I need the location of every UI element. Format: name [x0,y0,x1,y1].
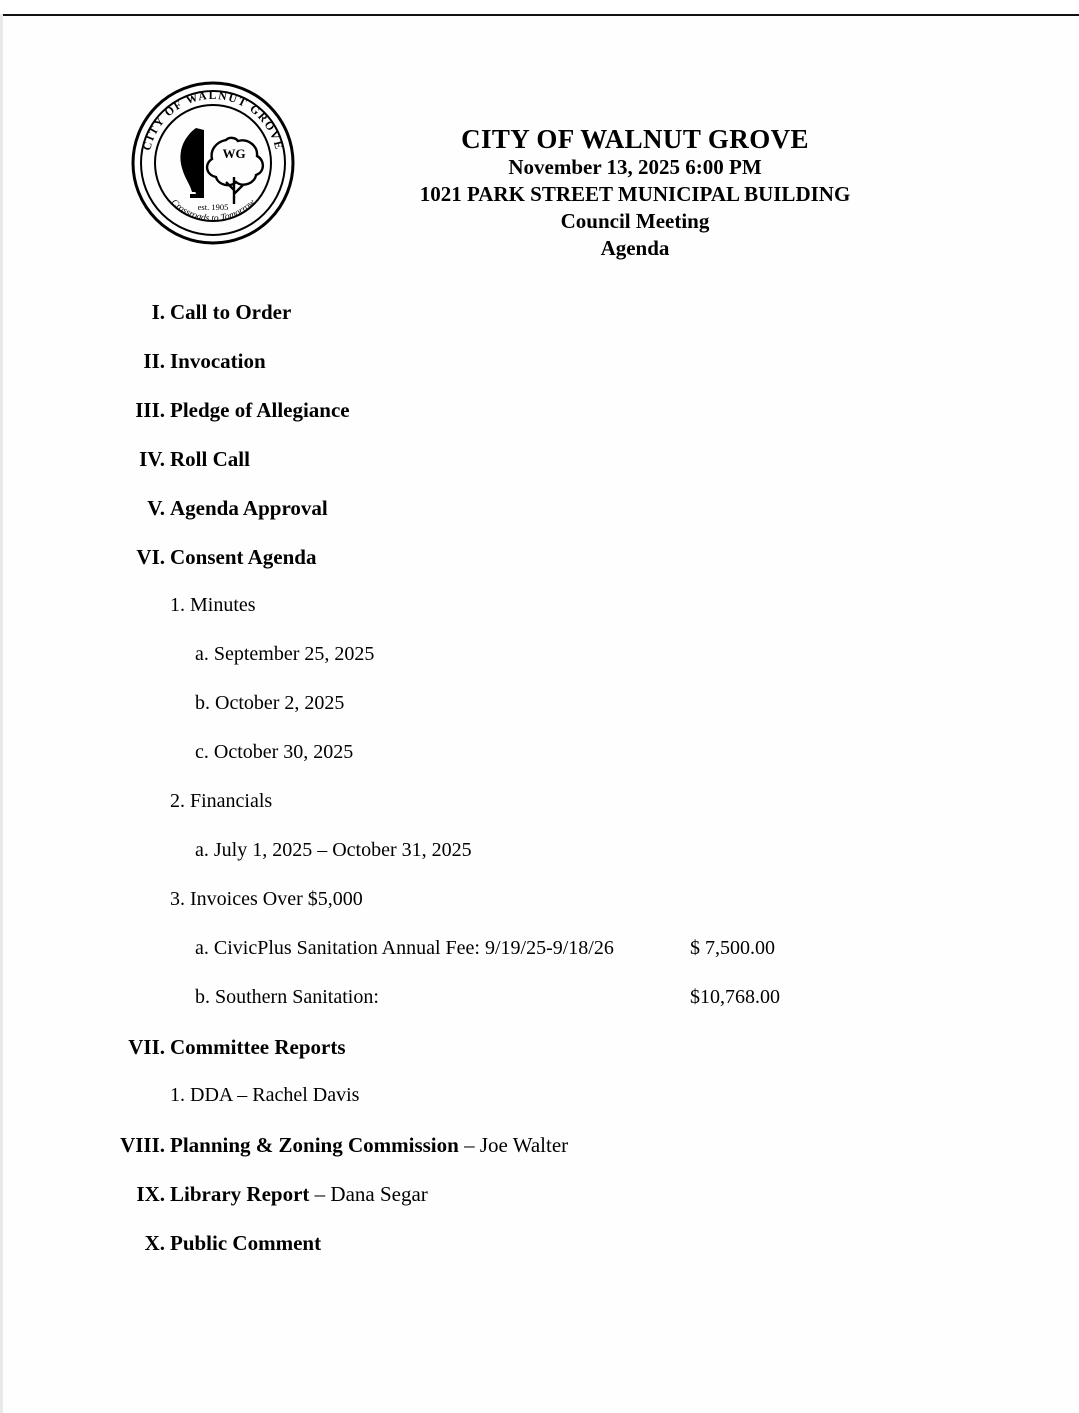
svg-text:Crossroads to Tomorrow: Crossroads to Tomorrow [168,197,258,225]
meeting-location: 1021 PARK STREET MUNICIPAL BUILDING [419,182,851,207]
agenda-numeral: X. [144,1231,165,1255]
agenda-numeral: II. [143,349,165,373]
agenda-numeral: III. [135,398,165,422]
sub-label: b. October 2, 2025 [195,692,345,714]
document-header [120,72,960,262]
agenda-item-library-report [90,1182,990,1231]
svg-text:CITY OF WALNUT GROVE: CITY OF WALNUT GROVE [141,89,285,152]
agenda-label: Roll Call [170,447,250,471]
agenda-label-text: Planning & Zoning Commission [170,1133,459,1157]
page-title: CITY OF WALNUT GROVE [461,124,809,154]
meeting-type: Council Meeting [560,208,710,233]
invoice-description: b. Southern Sanitation: [195,986,379,1008]
scan-edge-nick [715,10,810,14]
consent-minutes-item [90,692,990,741]
agenda-numeral: IV. [139,447,165,471]
agenda-item-planning-zoning [90,1133,990,1182]
sub-label: 1. DDA – Rachel Davis [170,1084,360,1106]
agenda-numeral: I. [151,300,165,324]
svg-text:est. 1905: est. 1905 [197,202,229,212]
agenda-label: Pledge of Allegiance [170,398,350,422]
committee-report-item [90,1084,990,1133]
consent-financials-heading [90,790,990,839]
title-block [310,124,960,262]
agenda-numeral: IX. [136,1182,165,1206]
agenda-item-call-to-order [90,300,990,349]
meeting-datetime: November 13, 2025 6:00 PM [508,155,762,180]
document-kind: Agenda [600,235,670,260]
consent-financials-item [90,839,990,888]
svg-text:WG: WG [222,146,246,161]
agenda-label [170,1182,428,1207]
consent-invoices-heading [90,888,990,937]
agenda-label [170,1133,568,1158]
agenda-label: Call to Order [170,300,292,324]
agenda-label-text: Library Report [170,1182,310,1206]
agenda-label: Invocation [170,349,266,373]
city-seal-icon [130,80,296,246]
agenda-item-consent-agenda [90,545,990,594]
agenda-numeral: VII. [128,1035,165,1059]
agenda-label-suffix: – Dana Segar [309,1182,428,1206]
agenda-item-public-comment [90,1231,990,1280]
agenda-label: Public Comment [170,1231,322,1255]
scan-edge-top [0,0,1079,16]
agenda-list [90,300,990,1280]
agenda-numeral: V. [147,496,165,520]
agenda-item-pledge-of-allegiance [90,398,990,447]
consent-minutes-heading [90,594,990,643]
invoice-amount: $ 7,500.00 [690,937,775,959]
agenda-numeral: VIII. [120,1133,165,1157]
sub-label: 2. Financials [170,790,273,812]
agenda-label: Consent Agenda [170,545,317,569]
consent-invoice-row [90,937,990,986]
agenda-label-suffix: – Joe Walter [458,1133,569,1157]
agenda-label: Agenda Approval [170,496,328,520]
invoice-amount: $10,768.00 [690,986,780,1008]
agenda-item-invocation [90,349,990,398]
consent-invoice-row [90,986,990,1035]
consent-minutes-item [90,741,990,790]
agenda-item-committee-reports [90,1035,990,1084]
sub-label: c. October 30, 2025 [195,741,354,763]
invoice-description: a. CivicPlus Sanitation Annual Fee: 9/19/25-9/18/26 [195,937,614,959]
agenda-label: Committee Reports [170,1035,346,1059]
sub-label: a. July 1, 2025 – October 31, 2025 [195,839,472,861]
agenda-item-agenda-approval [90,496,990,545]
agenda-item-roll-call [90,447,990,496]
agenda-numeral: VI. [136,545,165,569]
sub-label: 3. Invoices Over $5,000 [170,888,363,910]
consent-minutes-item [90,643,990,692]
sub-label: a. September 25, 2025 [195,643,375,665]
sub-label: 1. Minutes [170,594,256,616]
scan-edge-left [0,14,3,1413]
